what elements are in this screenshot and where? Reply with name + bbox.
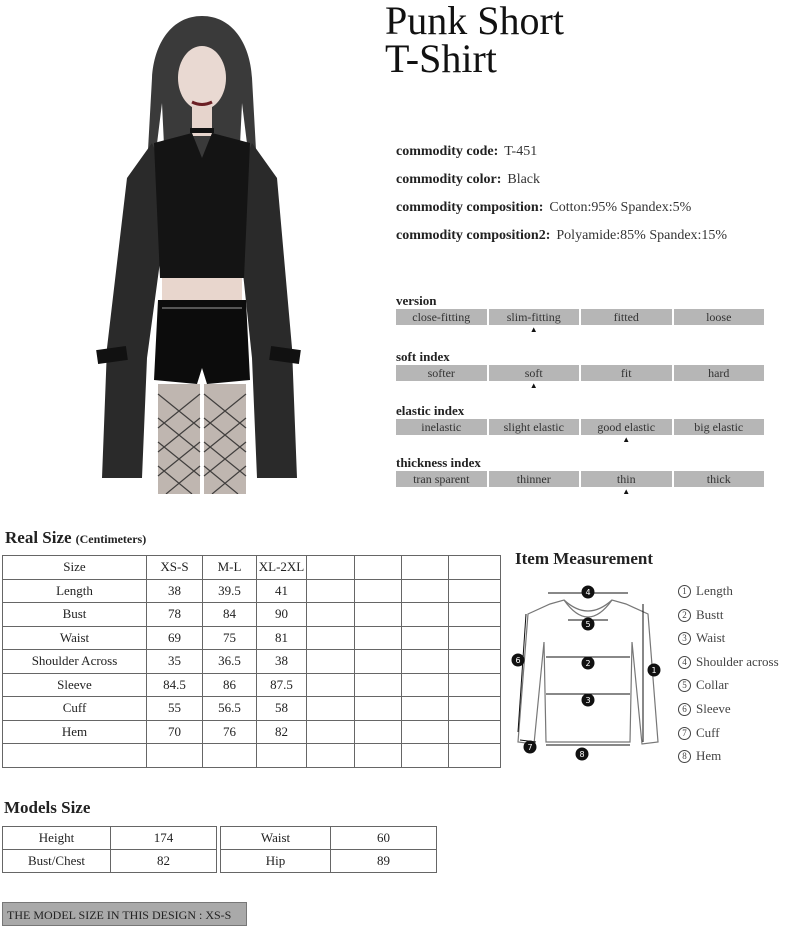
- model-label: Waist: [221, 827, 331, 850]
- legend-item: [678, 747, 779, 771]
- table-cell: Shoulder Across: [3, 650, 147, 674]
- table-cell: 38: [147, 579, 203, 603]
- scale-option: fitted: [581, 309, 672, 325]
- table-cell: Bust: [3, 603, 147, 627]
- legend-item: [678, 700, 779, 724]
- svg-text:1: 1: [651, 666, 657, 675]
- spec-row-composition2: [396, 227, 727, 255]
- model-value: 60: [331, 827, 437, 850]
- table-empty-cell: [449, 720, 501, 744]
- table-row: [3, 603, 501, 627]
- table-cell: 78: [147, 603, 203, 627]
- real-size-title: [5, 528, 146, 548]
- svg-text:4: 4: [585, 588, 591, 597]
- table-empty-cell: [449, 556, 501, 580]
- legend-item: [678, 724, 779, 748]
- model-photo: [92, 8, 312, 494]
- legend-item: [678, 653, 779, 677]
- spec-value: Cotton:95% Spandex:5%: [549, 200, 692, 215]
- size-table: [2, 555, 501, 768]
- table-cell: Sleeve: [3, 673, 147, 697]
- product-title-line1: Punk Short: [385, 0, 564, 43]
- table-empty-cell: [402, 673, 449, 697]
- legend-number: 6: [678, 703, 691, 716]
- scale-bar: [396, 471, 766, 487]
- scale-version: [396, 293, 766, 325]
- table-cell: 84.5: [147, 673, 203, 697]
- scale-bar: [396, 419, 766, 435]
- table-cell: 70: [147, 720, 203, 744]
- legend-label: Waist: [696, 630, 726, 646]
- table-header-row: [3, 556, 501, 580]
- table-empty-cell: [355, 720, 402, 744]
- garment-measurement-diagram: [508, 582, 668, 762]
- scale-option-selected: soft ▲: [489, 365, 580, 381]
- legend-label: Collar: [696, 677, 729, 693]
- model-label: Bust/Chest: [3, 850, 111, 873]
- legend-item: [678, 676, 779, 700]
- scale-soft-index: [396, 349, 766, 381]
- scale-option-selected: thin ▲: [581, 471, 672, 487]
- table-empty-cell: [402, 744, 449, 768]
- svg-text:3: 3: [585, 696, 591, 705]
- table-empty-cell: [307, 556, 355, 580]
- table-empty-cell: [402, 579, 449, 603]
- legend-label: Bustt: [696, 606, 724, 622]
- legend-number: 4: [678, 656, 691, 669]
- spec-row-color: [396, 171, 727, 199]
- table-empty-cell: [355, 603, 402, 627]
- scale-option: softer: [396, 365, 487, 381]
- legend-number: 8: [678, 750, 691, 763]
- scale-title: thickness index: [396, 455, 481, 470]
- table-empty-cell: [449, 626, 501, 650]
- spec-label: commodity color:: [396, 172, 502, 187]
- table-empty-cell: [402, 626, 449, 650]
- table-row: [3, 697, 501, 721]
- item-measurement-title: Item Measurement: [515, 549, 654, 568]
- table-empty-cell: [307, 720, 355, 744]
- legend-item: [678, 582, 779, 606]
- table-empty-cell: [355, 626, 402, 650]
- table-cell: 58: [257, 697, 307, 721]
- table-cell: 38: [257, 650, 307, 674]
- scale-option: thinner: [489, 471, 580, 487]
- legend-item: [678, 629, 779, 653]
- table-empty-cell: [307, 673, 355, 697]
- table-empty-cell: [402, 697, 449, 721]
- spec-value: Black: [507, 172, 541, 187]
- scale-title: soft index: [396, 349, 450, 364]
- table-empty-cell: [307, 579, 355, 603]
- legend-number: 2: [678, 609, 691, 622]
- legend-label: Cuff: [696, 724, 720, 740]
- legend-label: Length: [696, 583, 733, 598]
- scale-title: version: [396, 293, 437, 308]
- table-cell: Cuff: [3, 697, 147, 721]
- scale-option: thick: [674, 471, 765, 487]
- table-cell: 35: [147, 650, 203, 674]
- table-empty-cell: [203, 744, 257, 768]
- legend-number: 7: [678, 727, 691, 740]
- scale-option-selected: good elastic ▲: [581, 419, 672, 435]
- table-empty-cell: [449, 673, 501, 697]
- table-cell: 81: [257, 626, 307, 650]
- table-empty-cell: [449, 697, 501, 721]
- table-empty-cell: [307, 650, 355, 674]
- table-cell: 84: [203, 603, 257, 627]
- table-row: [221, 827, 437, 850]
- table-empty-cell: [449, 579, 501, 603]
- svg-text:7: 7: [527, 743, 533, 752]
- table-cell: Waist: [3, 626, 147, 650]
- table-empty-cell: [307, 744, 355, 768]
- table-empty-cell: [402, 603, 449, 627]
- model-value: 174: [111, 827, 217, 850]
- table-header-cell: XS-S: [147, 556, 203, 580]
- table-cell: 75: [203, 626, 257, 650]
- table-empty-cell: [449, 603, 501, 627]
- table-empty-cell: [355, 673, 402, 697]
- scale-option: fit: [581, 365, 672, 381]
- table-cell: 56.5: [203, 697, 257, 721]
- table-row: [3, 673, 501, 697]
- table-cell: 87.5: [257, 673, 307, 697]
- table-cell: 69: [147, 626, 203, 650]
- models-size-title: Models Size: [4, 798, 91, 817]
- spec-row-code: [396, 143, 727, 171]
- scale-bar: [396, 309, 766, 325]
- table-cell: 76: [203, 720, 257, 744]
- scale-option: close-fitting: [396, 309, 487, 325]
- legend-item: [678, 606, 779, 630]
- table-empty-cell: [355, 650, 402, 674]
- scale-option: tran sparent: [396, 471, 487, 487]
- scale-option-selected: slim-fitting ▲: [489, 309, 580, 325]
- model-value: 89: [331, 850, 437, 873]
- spec-value: T-451: [504, 144, 538, 159]
- table-cell: Hem: [3, 720, 147, 744]
- table-empty-cell: [307, 697, 355, 721]
- scale-title: elastic index: [396, 403, 465, 418]
- legend-label: Sleeve: [696, 700, 731, 716]
- legend-label: Shoulder across: [696, 653, 779, 669]
- scale-option: inelastic: [396, 419, 487, 435]
- table-cell: 55: [147, 697, 203, 721]
- real-size-unit: (Centimeters): [75, 532, 147, 546]
- svg-text:6: 6: [515, 656, 521, 665]
- table-empty-cell: [3, 744, 147, 768]
- models-table-left: [2, 826, 217, 873]
- scale-option: slight elastic: [489, 419, 580, 435]
- table-header-cell: XL-2XL: [257, 556, 307, 580]
- legend-number: 1: [678, 585, 691, 598]
- table-empty-cell: [355, 697, 402, 721]
- svg-text:2: 2: [585, 659, 591, 668]
- table-cell: 36.5: [203, 650, 257, 674]
- scale-option: loose: [674, 309, 765, 325]
- table-empty-cell: [402, 556, 449, 580]
- measurement-legend: [678, 582, 779, 771]
- product-title-line2: T-Shirt: [385, 36, 497, 81]
- table-cell: Length: [3, 579, 147, 603]
- table-cell: 86: [203, 673, 257, 697]
- commodity-specs: [396, 143, 727, 255]
- table-empty-cell: [355, 744, 402, 768]
- table-cell: 41: [257, 579, 307, 603]
- table-empty-cell: [355, 579, 402, 603]
- table-header-cell: Size: [3, 556, 147, 580]
- table-empty-cell: [355, 556, 402, 580]
- table-empty-cell: [402, 650, 449, 674]
- table-empty-cell: [402, 720, 449, 744]
- spec-row-composition: [396, 199, 727, 227]
- spec-label: commodity code:: [396, 144, 499, 159]
- table-row: [3, 579, 501, 603]
- table-row: [3, 650, 501, 674]
- scale-option: big elastic: [674, 419, 765, 435]
- legend-label: Hem: [696, 748, 722, 764]
- table-empty-cell: [449, 744, 501, 768]
- table-empty-cell: [147, 744, 203, 768]
- model-size-note: THE MODEL SIZE IN THIS DESIGN : XS-S: [2, 902, 247, 926]
- legend-number: 3: [678, 632, 691, 645]
- table-header-cell: M-L: [203, 556, 257, 580]
- table-row: [3, 850, 217, 873]
- spec-label: commodity composition2:: [396, 228, 551, 243]
- scale-thickness-index: [396, 455, 766, 487]
- svg-text:8: 8: [579, 750, 585, 759]
- table-empty-cell: [257, 744, 307, 768]
- table-row-empty: [3, 744, 501, 768]
- svg-text:5: 5: [585, 620, 591, 629]
- models-table-right: [220, 826, 437, 873]
- spec-label: commodity composition:: [396, 200, 544, 215]
- scale-elastic-index: [396, 403, 766, 435]
- product-title: [385, 0, 564, 81]
- real-size-heading: Real Size: [5, 528, 72, 547]
- model-label: Height: [3, 827, 111, 850]
- spec-value: Polyamide:85% Spandex:15%: [556, 228, 728, 243]
- model-label: Hip: [221, 850, 331, 873]
- table-row: [3, 720, 501, 744]
- table-cell: 90: [257, 603, 307, 627]
- scale-option: hard: [674, 365, 765, 381]
- model-value: 82: [111, 850, 217, 873]
- table-empty-cell: [307, 626, 355, 650]
- table-empty-cell: [449, 650, 501, 674]
- table-row: [221, 850, 437, 873]
- table-empty-cell: [307, 603, 355, 627]
- scale-bar: [396, 365, 766, 381]
- legend-number: 5: [678, 679, 691, 692]
- table-row: [3, 827, 217, 850]
- table-cell: 82: [257, 720, 307, 744]
- table-cell: 39.5: [203, 579, 257, 603]
- table-row: [3, 626, 501, 650]
